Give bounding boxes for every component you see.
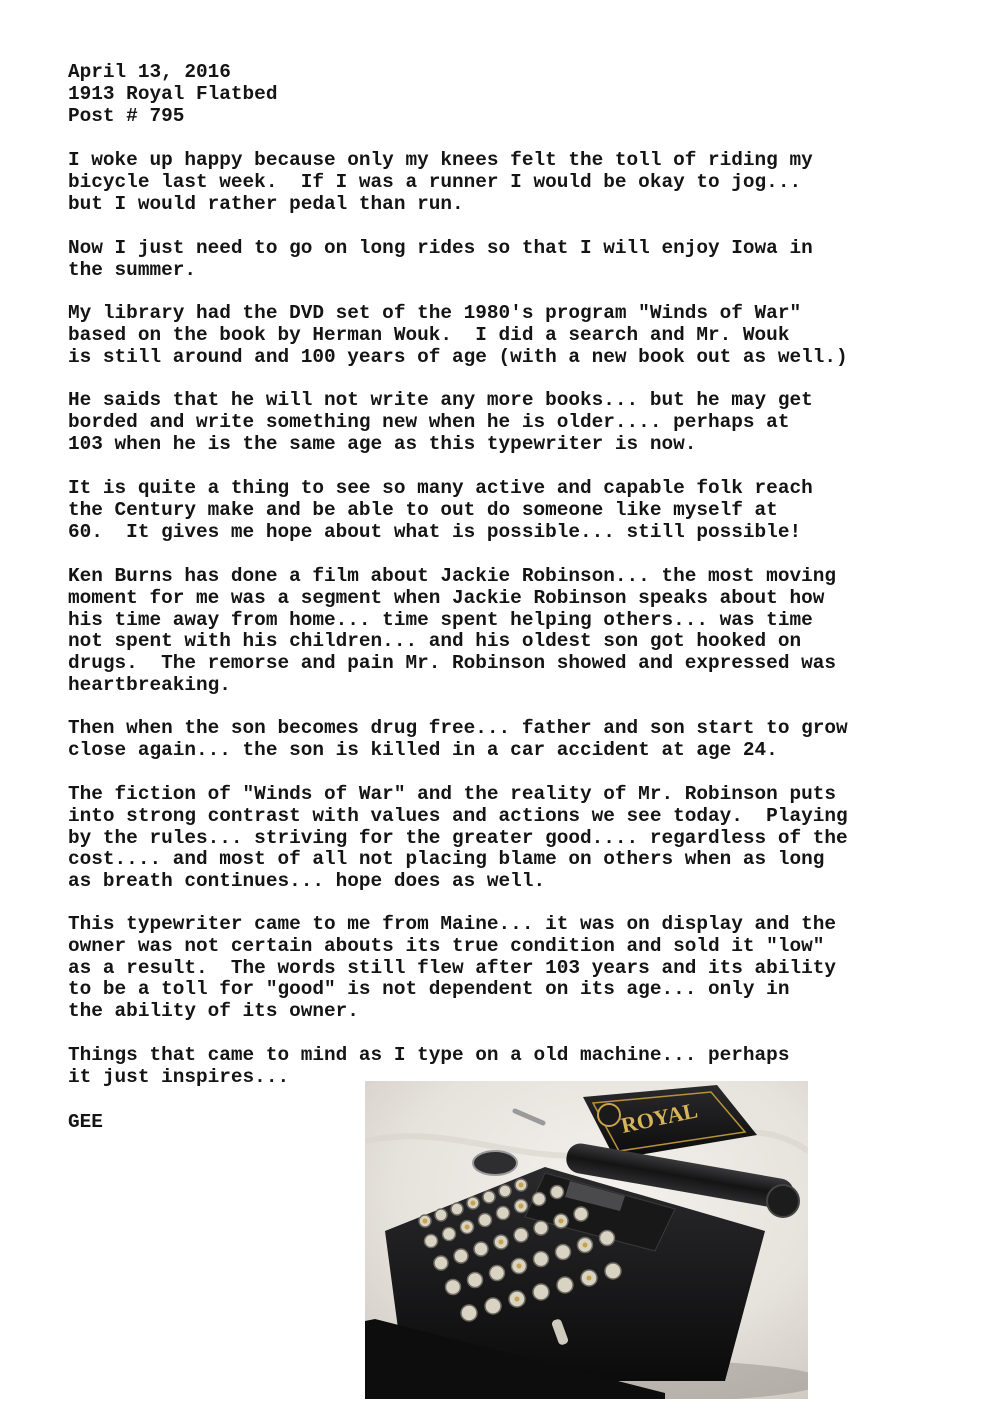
paragraph-5: It is quite a thing to see so many active and capable folk reach the Century make and be able to out do someone like myself at 60. It gives me hope about what is possible... still possible!: [68, 477, 813, 543]
left-ribbon-spool: [473, 1151, 517, 1175]
typewriter-illustration: [365, 1081, 808, 1399]
paragraph-8: The fiction of "Winds of War" and the reality of Mr. Robinson puts into strong contrast with values and actions we see today. Playing by the rules... striving for the greater good.... regardless of the cost.... and most of all not placing blame on others when as long as breath continues... hope does as well.: [68, 783, 848, 893]
paragraph-2: Now I just need to go on long rides so that I will enjoy Iowa in the summer.: [68, 237, 813, 281]
royal-logo-text: ROYAL: [618, 1097, 700, 1138]
paragraph-7: Then when the son becomes drug free... father and son start to grow close again... the son is killed in a car accident at age 24.: [68, 717, 848, 761]
paragraph-6: Ken Burns has done a film about Jackie Robinson... the most moving moment for me was a segment when Jackie Robinson speaks about how his time away from home... time spent helping others... was time not spent with his children... and his oldest son got hooked on drugs. The remorse and pain Mr. Robinson showed and expressed was heartbreaking.: [68, 565, 836, 696]
paragraph-1: I woke up happy because only my knees felt the toll of riding my bicycle last week. If I was a runner I would be okay to jog... but I would rather pedal than run.: [68, 149, 813, 215]
paragraph-4: He saids that he will not write any more books... but he may get borded and write something new when he is older.... perhaps at 103 when he is the same age as this typewriter is now.: [68, 389, 813, 455]
typewriter-photo: [365, 1081, 808, 1399]
date-line: April 13, 2016: [68, 61, 231, 83]
paragraph-9: This typewriter came to me from Maine... it was on display and the owner was not certain abouts its true condition and sold it "low" as a result. The words still flew after 103 years and its ability to be a toll for "good" is not dependent on its age... only in the ability of its owner.: [68, 913, 836, 1023]
platen-knob: [767, 1185, 799, 1217]
letter-header: [68, 62, 277, 127]
typewriter-model-line: 1913 Royal Flatbed: [68, 82, 278, 105]
paragraph-10: Things that came to mind as I type on a old machine... perhaps it just inspires...: [68, 1044, 790, 1088]
signature: GEE: [68, 1111, 103, 1133]
post-number-line: Post # 795: [68, 104, 185, 127]
paragraph-3: My library had the DVD set of the 1980's program "Winds of War" based on the book by Herman Wouk. I did a search and Mr. Wouk is still around and 100 years of age (with a new book out as well.): [68, 302, 848, 368]
